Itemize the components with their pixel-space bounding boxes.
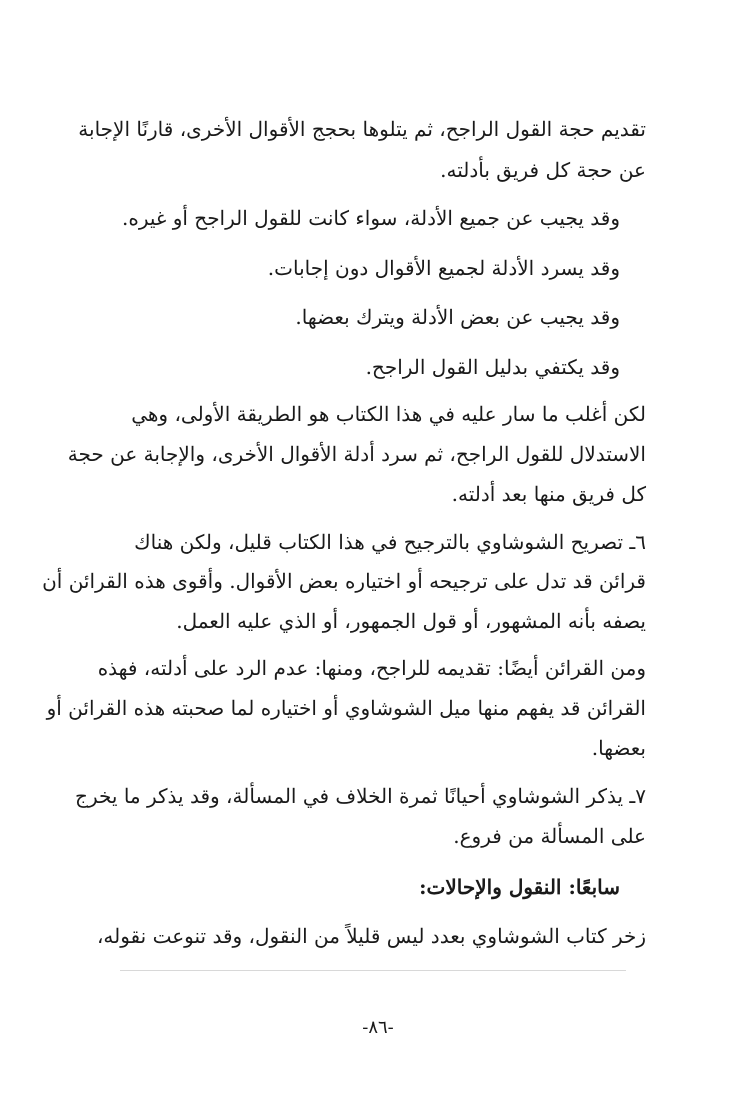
footer-divider (120, 970, 626, 971)
text-line: وقد يسرد الأدلة لجميع الأقوال دون إجابات. (267, 256, 620, 280)
text-line: زخر كتاب الشوشاوي بعدد ليس قليلاً من النقول، وقد تنوعت نقوله، (96, 924, 646, 948)
text-line: وقد يجيب عن جميع الأدلة، سواء كانت للقول الراجح أو غيره. (121, 206, 620, 230)
text-line: بعضها. (591, 736, 646, 760)
text-line: القرائن قد يفهم منها ميل الشوشاوي أو اختياره لما صحبته هذه القرائن أو (46, 696, 646, 720)
text-line: يصفه بأنه المشهور، أو قول الجمهور، أو الذي عليه العمل. (176, 609, 646, 633)
page-number: -٨٦- (362, 1017, 394, 1038)
text-line: ٧ـ يذكر الشوشاوي أحيانًا ثمرة الخلاف في المسألة، وقد يذكر ما يخرج (75, 784, 646, 808)
text-line: قرائن قد تدل على ترجيحه أو اختياره بعض الأقوال. وأقوى هذه القرائن أن (42, 569, 646, 593)
text-line: ومن القرائن أيضًا: تقديمه للراجح، ومنها: عدم الرد على أدلته، فهذه (97, 656, 646, 680)
text-line: على المسألة من فروع. (453, 824, 646, 848)
text-line: وقد يجيب عن بعض الأدلة ويترك بعضها. (295, 305, 620, 329)
text-line: عن حجة كل فريق بأدلته. (440, 158, 646, 182)
text-line: الاستدلال للقول الراجح، ثم سرد أدلة الأقوال الأخرى، والإجابة عن حجة (67, 442, 646, 466)
text-line: وقد يكتفي بدليل القول الراجح. (365, 355, 620, 379)
text-line: لكن أغلب ما سار عليه في هذا الكتاب هو الطريقة الأولى، وهي (131, 402, 646, 426)
section-heading: سابعًا: النقول والإحالات: (419, 875, 620, 899)
text-line: ٦ـ تصريح الشوشاوي بالترجيح في هذا الكتاب قليل، ولكن هناك (134, 530, 646, 554)
text-line: تقديم حجة القول الراجح، ثم يتلوها بحجج الأقوال الأخرى، قارنًا الإجابة (78, 117, 646, 141)
text-line: كل فريق منها بعد أدلته. (451, 482, 646, 506)
